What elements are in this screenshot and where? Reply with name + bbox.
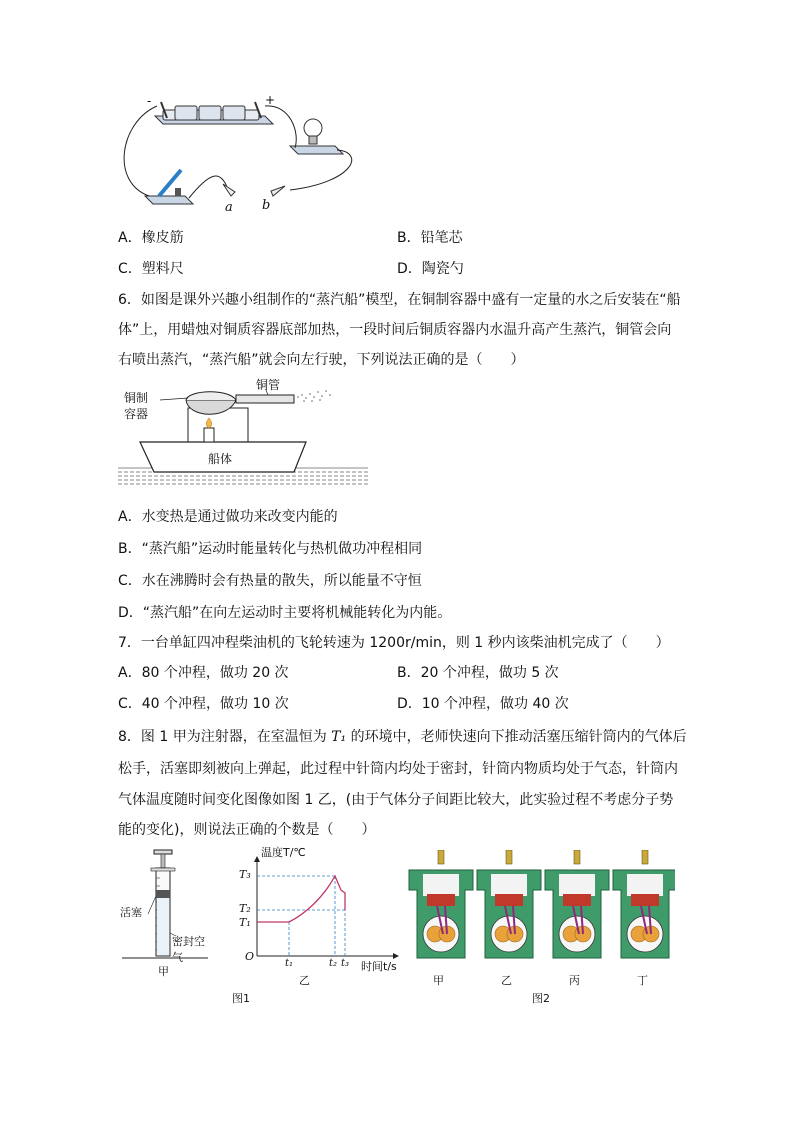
q8-graph-ylabel: 温度T/℃ [261, 846, 306, 859]
q8-syringe-label-piston: 活塞 [120, 906, 142, 919]
q6-stem-line-1: 6．如图是课外兴趣小组制作的“蒸汽船”模型，在铜制容器中盛有一定量的水之后安装在“船 [118, 292, 681, 308]
q8-syringe-caption: 甲 [158, 965, 169, 978]
q7-option-b: B．20 个冲程，做功 5 次 [397, 665, 559, 681]
q5-minus-sign: - [147, 94, 152, 108]
q8-graph-xlabel: 时间t/s [361, 960, 397, 973]
q5-option-c: C．塑料尺 [118, 261, 184, 277]
q8-fig1-caption: 图1 [232, 992, 250, 1005]
q8-syringe-figure [118, 848, 213, 983]
q8-graph-x3-label: t₃ [341, 958, 350, 969]
q8-graph-t2-label: T₂ [239, 902, 251, 915]
q8-fig2-caption: 图2 [532, 992, 550, 1005]
q8-graph-t3-label: T₃ [239, 868, 251, 881]
q6-option-c: C．水在沸腾时会有热量的散失，所以能量不守恒 [118, 573, 422, 589]
q6-label-container-line1: 铜制 [124, 391, 149, 405]
q8-graph-origin: O [245, 950, 255, 963]
engine-caption-2: 丙 [569, 974, 580, 987]
q5-option-a: A．橡皮筋 [118, 230, 184, 246]
q6-steamboat-figure [118, 380, 368, 490]
q5-circuit-figure [115, 92, 365, 222]
q5-option-d: D．陶瓷勺 [397, 261, 464, 277]
q7-option-c: C．40 个冲程，做功 10 次 [118, 696, 289, 712]
q8-stem-line-2: 松手，活塞即刻被向上弹起，此过程中针筒内均处于密封，针筒内物质均处于气态，针筒内 [118, 761, 678, 777]
q6-label-container-line2: 容器 [124, 407, 149, 421]
q8-syringe-label-air: 密封空气 [172, 935, 205, 964]
q8-graph-caption: 乙 [299, 974, 310, 987]
q8-stem-line-4: 能的变化)，则说法正确的个数是（ ） [118, 822, 376, 838]
q6-option-b: B．“蒸汽船”运动时能量转化与热机做功冲程相同 [118, 541, 423, 557]
q6-label-pipe: 铜管 [256, 378, 281, 392]
q6-label-hull: 船体 [208, 452, 233, 466]
q6-stem-line-3: 右喷出蒸汽，“蒸汽船”就会向左行驶，下列说法正确的是（ ） [118, 352, 525, 368]
q8-stem-line-1-pre: 8．图 1 甲为注射器，在室温恒为 [118, 729, 332, 745]
q5-plus-sign: + [265, 93, 276, 107]
q8-graph-x1-label: t₁ [285, 958, 294, 969]
q8-stem-line-3: 气体温度随时间变化图像如图 1 乙，(由于气体分子间距比较大，此实验过程不考虑分子势 [118, 792, 674, 808]
q7-option-d: D．10 个冲程，做功 40 次 [397, 696, 569, 712]
engine-caption-0: 甲 [433, 974, 444, 987]
q8-stem-t1-variable: T₁ [331, 729, 347, 745]
engine-caption-1: 乙 [501, 974, 512, 987]
q8-engine-strokes-figure [405, 850, 675, 990]
q8-stem-line-1 [118, 727, 687, 747]
q5-label-a: a [225, 200, 233, 215]
q8-graph-x2-label: t₂ [329, 958, 338, 969]
q8-stem-line-1-post: 的环境中，老师快速向下推动活塞压缩针筒内的气体后 [346, 729, 687, 745]
q6-stem-line-2: 体”上，用蜡烛对铜质容器底部加热，一段时间后铜质容器内水温升高产生蒸汽，铜管会向 [118, 322, 672, 338]
q5-label-b: b [262, 198, 271, 213]
q6-option-a: A．水变热是通过做功来改变内能的 [118, 509, 338, 525]
engine-caption-3: 丁 [637, 974, 648, 987]
q6-option-d: D．“蒸汽船”在向左运动时主要将机械能转化为内能。 [118, 605, 452, 621]
q5-option-b: B．铅笔芯 [397, 230, 463, 246]
q7-option-a: A．80 个冲程，做功 20 次 [118, 665, 289, 681]
q8-graph-t1-label: T₁ [239, 916, 251, 929]
q7-stem: 7．一台单缸四冲程柴油机的飞轮转速为 1200r/min，则 1 秒内该柴油机完成了（ ） [118, 635, 670, 651]
q8-temperature-graph [235, 848, 405, 988]
